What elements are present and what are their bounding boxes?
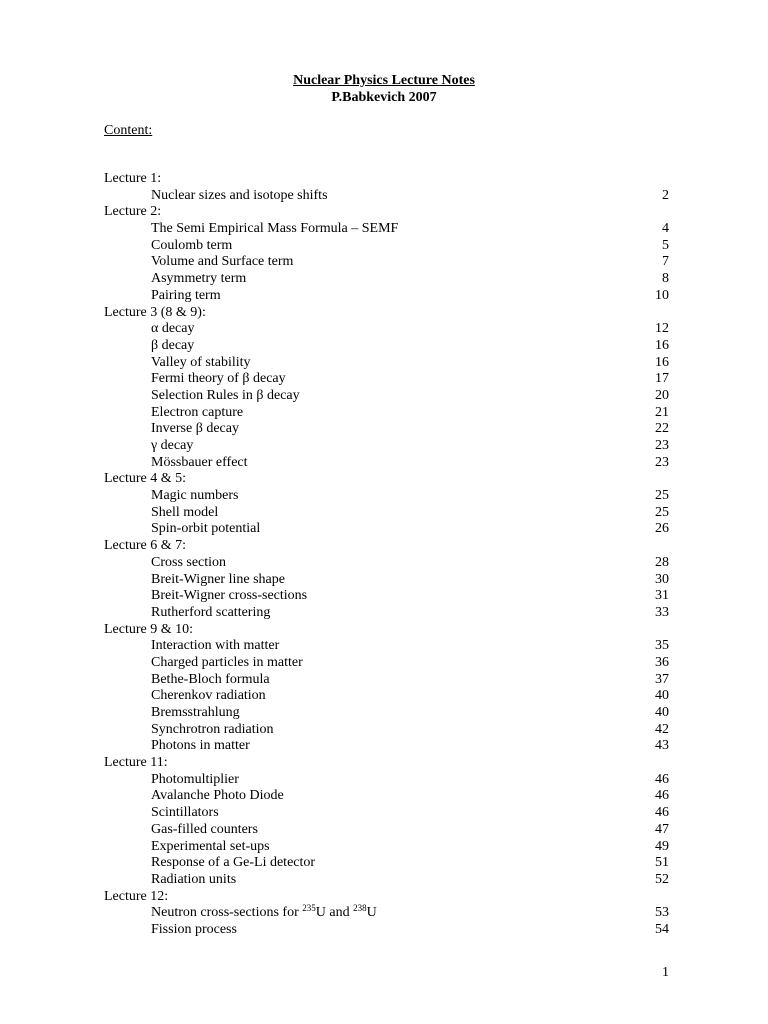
toc-entry bbox=[0, 738, 768, 755]
toc-entry bbox=[0, 572, 768, 589]
toc-entry-title: β decay bbox=[151, 337, 195, 353]
toc-entry-page: 17 bbox=[655, 371, 669, 387]
toc-entry-title: Charged particles in matter bbox=[151, 654, 303, 670]
toc-entry bbox=[0, 555, 768, 572]
toc-entry-title: Volume and Surface term bbox=[151, 254, 294, 270]
toc-entry bbox=[0, 922, 768, 939]
toc-entry-page: 37 bbox=[655, 671, 669, 687]
toc-entry-title: Photons in matter bbox=[151, 738, 250, 754]
toc-entry bbox=[0, 455, 768, 472]
toc-entry bbox=[0, 338, 768, 355]
toc-entry-title: Selection Rules in β decay bbox=[151, 387, 300, 403]
toc-entry bbox=[0, 505, 768, 522]
toc-entry-title: Response of a Ge-Li detector bbox=[151, 855, 316, 871]
toc-entry bbox=[0, 905, 768, 922]
lecture-heading: Lecture 11: bbox=[104, 755, 168, 771]
toc-entry bbox=[0, 855, 768, 872]
lecture-heading: Lecture 3 (8 & 9): bbox=[104, 304, 206, 320]
toc-entry bbox=[0, 722, 768, 739]
toc-entry-title: Fission process bbox=[151, 921, 237, 937]
toc-entry-page: 51 bbox=[655, 855, 669, 871]
mass-number-superscript: 238 bbox=[353, 903, 367, 914]
page-number: 1 bbox=[662, 965, 669, 980]
toc-entry bbox=[0, 254, 768, 271]
toc-entry bbox=[0, 822, 768, 839]
toc-entry bbox=[0, 638, 768, 655]
toc-entry-title: Pairing term bbox=[151, 287, 221, 303]
toc-entry-page: 42 bbox=[655, 721, 669, 737]
toc-entry-title: Cherenkov radiation bbox=[151, 688, 266, 704]
toc-entry-page: 49 bbox=[655, 838, 669, 854]
author-line: P.Babkevich 2007 bbox=[331, 90, 437, 105]
toc-entry-page: 46 bbox=[655, 771, 669, 787]
lecture-heading: Lecture 12: bbox=[104, 888, 169, 904]
toc-entry-page: 22 bbox=[655, 421, 669, 437]
toc-entry-title: The Semi Empirical Mass Formula – SEMF bbox=[151, 221, 399, 237]
toc-entry-page: 46 bbox=[655, 788, 669, 804]
toc-entry-title: Bethe-Bloch formula bbox=[151, 671, 270, 687]
toc-entry bbox=[0, 772, 768, 789]
title-fragment: Neutron cross-sections for bbox=[151, 905, 303, 921]
toc-entry bbox=[0, 371, 768, 388]
toc-entry-title: Radiation units bbox=[151, 871, 237, 887]
toc-entry-page: 8 bbox=[662, 271, 669, 287]
toc-entry-page: 23 bbox=[655, 454, 669, 470]
toc-entry-page: 25 bbox=[655, 488, 669, 504]
toc-entry-title: Coulomb term bbox=[151, 237, 233, 253]
toc-entry-title: Experimental set-ups bbox=[151, 838, 270, 854]
toc-entry-page: 20 bbox=[655, 387, 669, 403]
toc-entry-page: 40 bbox=[655, 705, 669, 720]
toc-entry-title: Scintillators bbox=[151, 805, 219, 821]
toc-entry-page: 47 bbox=[655, 821, 669, 837]
toc-entry-title: Cross section bbox=[151, 554, 227, 570]
toc-entry-page: 36 bbox=[655, 654, 669, 670]
toc-entry-page: 23 bbox=[655, 438, 669, 453]
toc-entry-title: Photomultiplier bbox=[151, 771, 239, 787]
toc-entry bbox=[0, 421, 768, 438]
toc-entry-page: 2 bbox=[662, 187, 669, 203]
toc-entry-title: Avalanche Photo Diode bbox=[151, 788, 284, 804]
toc-entry-page: 10 bbox=[655, 287, 669, 303]
toc-entry-title: Magic numbers bbox=[151, 488, 239, 504]
lecture-heading: Lecture 2: bbox=[104, 204, 162, 220]
toc-entry bbox=[0, 188, 768, 205]
toc-entry-page: 21 bbox=[655, 404, 669, 420]
mass-number-superscript: 235 bbox=[302, 903, 316, 914]
toc-entry-page: 5 bbox=[662, 237, 669, 253]
toc-entry bbox=[0, 438, 768, 455]
toc-entry-title: Breit-Wigner line shape bbox=[151, 571, 285, 587]
toc-entry-title: Bremsstrahlung bbox=[151, 705, 240, 720]
toc-entry-title: Asymmetry term bbox=[151, 271, 247, 287]
toc-entry-title: Spin-orbit potential bbox=[151, 521, 261, 537]
toc-entry-page: 28 bbox=[655, 554, 669, 570]
lecture-heading: Lecture 9 & 10: bbox=[104, 621, 194, 637]
table-of-contents bbox=[0, 171, 768, 939]
toc-entry-page: 53 bbox=[655, 905, 669, 921]
toc-entry bbox=[0, 605, 768, 622]
toc-entry-title: Electron capture bbox=[151, 404, 244, 420]
toc-entry-title: Rutherford scattering bbox=[151, 604, 271, 620]
title-fragment: U bbox=[366, 905, 377, 921]
toc-entry-page: 35 bbox=[655, 638, 669, 654]
toc-entry bbox=[0, 588, 768, 605]
toc-entry-title: Breit-Wigner cross-sections bbox=[151, 588, 308, 604]
toc-entry bbox=[0, 805, 768, 822]
toc-entry bbox=[0, 488, 768, 505]
toc-entry-page: 12 bbox=[655, 321, 669, 337]
toc-entry bbox=[0, 872, 768, 889]
toc-entry bbox=[0, 688, 768, 705]
lecture-heading: Lecture 1: bbox=[104, 171, 162, 186]
toc-entry-page: 43 bbox=[655, 738, 669, 754]
toc-entry-title: Nuclear sizes and isotope shifts bbox=[151, 187, 328, 203]
content-heading: Content: bbox=[104, 123, 153, 138]
toc-entry bbox=[0, 655, 768, 672]
toc-entry-title: γ decay bbox=[151, 438, 194, 453]
toc-entry bbox=[0, 288, 768, 305]
toc-entry-page: 4 bbox=[662, 221, 669, 237]
toc-entry-page: 52 bbox=[655, 871, 669, 887]
document-title: Nuclear Physics Lecture Notes bbox=[293, 73, 475, 88]
toc-entry-page: 46 bbox=[655, 805, 669, 821]
toc-entry-title: Valley of stability bbox=[151, 354, 251, 370]
toc-entry bbox=[0, 705, 768, 722]
toc-entry-title: Interaction with matter bbox=[151, 638, 280, 654]
toc-entry bbox=[0, 321, 768, 338]
toc-entry-page: 16 bbox=[655, 354, 669, 370]
toc-entry bbox=[0, 672, 768, 689]
toc-entry-title: Fermi theory of β decay bbox=[151, 371, 286, 387]
toc-entry-title: Inverse β decay bbox=[151, 421, 239, 437]
toc-entry bbox=[0, 839, 768, 856]
toc-entry bbox=[0, 221, 768, 238]
toc-entry-title: Gas-filled counters bbox=[151, 821, 258, 837]
toc-entry-title bbox=[151, 905, 377, 922]
toc-entry-title: Synchrotron radiation bbox=[151, 721, 274, 737]
title-fragment: U and bbox=[315, 905, 354, 921]
toc-entry-page: 54 bbox=[655, 921, 669, 937]
lecture-heading: Lecture 6 & 7: bbox=[104, 538, 187, 554]
toc-entry bbox=[0, 405, 768, 422]
toc-entry-title: Shell model bbox=[151, 504, 219, 520]
toc-entry bbox=[0, 388, 768, 405]
toc-entry-page: 7 bbox=[662, 254, 669, 270]
toc-entry-page: 16 bbox=[655, 337, 669, 353]
toc-entry-title: α decay bbox=[151, 321, 195, 337]
toc-entry-title: Mössbauer effect bbox=[151, 454, 248, 470]
toc-entry bbox=[0, 355, 768, 372]
toc-entry-page: 30 bbox=[655, 571, 669, 587]
toc-entry-page: 40 bbox=[655, 688, 669, 704]
toc-entry bbox=[0, 521, 768, 538]
lecture-heading: Lecture 4 & 5: bbox=[104, 471, 187, 487]
toc-entry-page: 31 bbox=[655, 588, 669, 604]
toc-entry bbox=[0, 271, 768, 288]
toc-entry-page: 33 bbox=[655, 604, 669, 620]
toc-entry-page: 25 bbox=[655, 504, 669, 520]
toc-entry-page: 26 bbox=[655, 521, 669, 537]
toc-entry bbox=[0, 788, 768, 805]
toc-entry bbox=[0, 238, 768, 255]
